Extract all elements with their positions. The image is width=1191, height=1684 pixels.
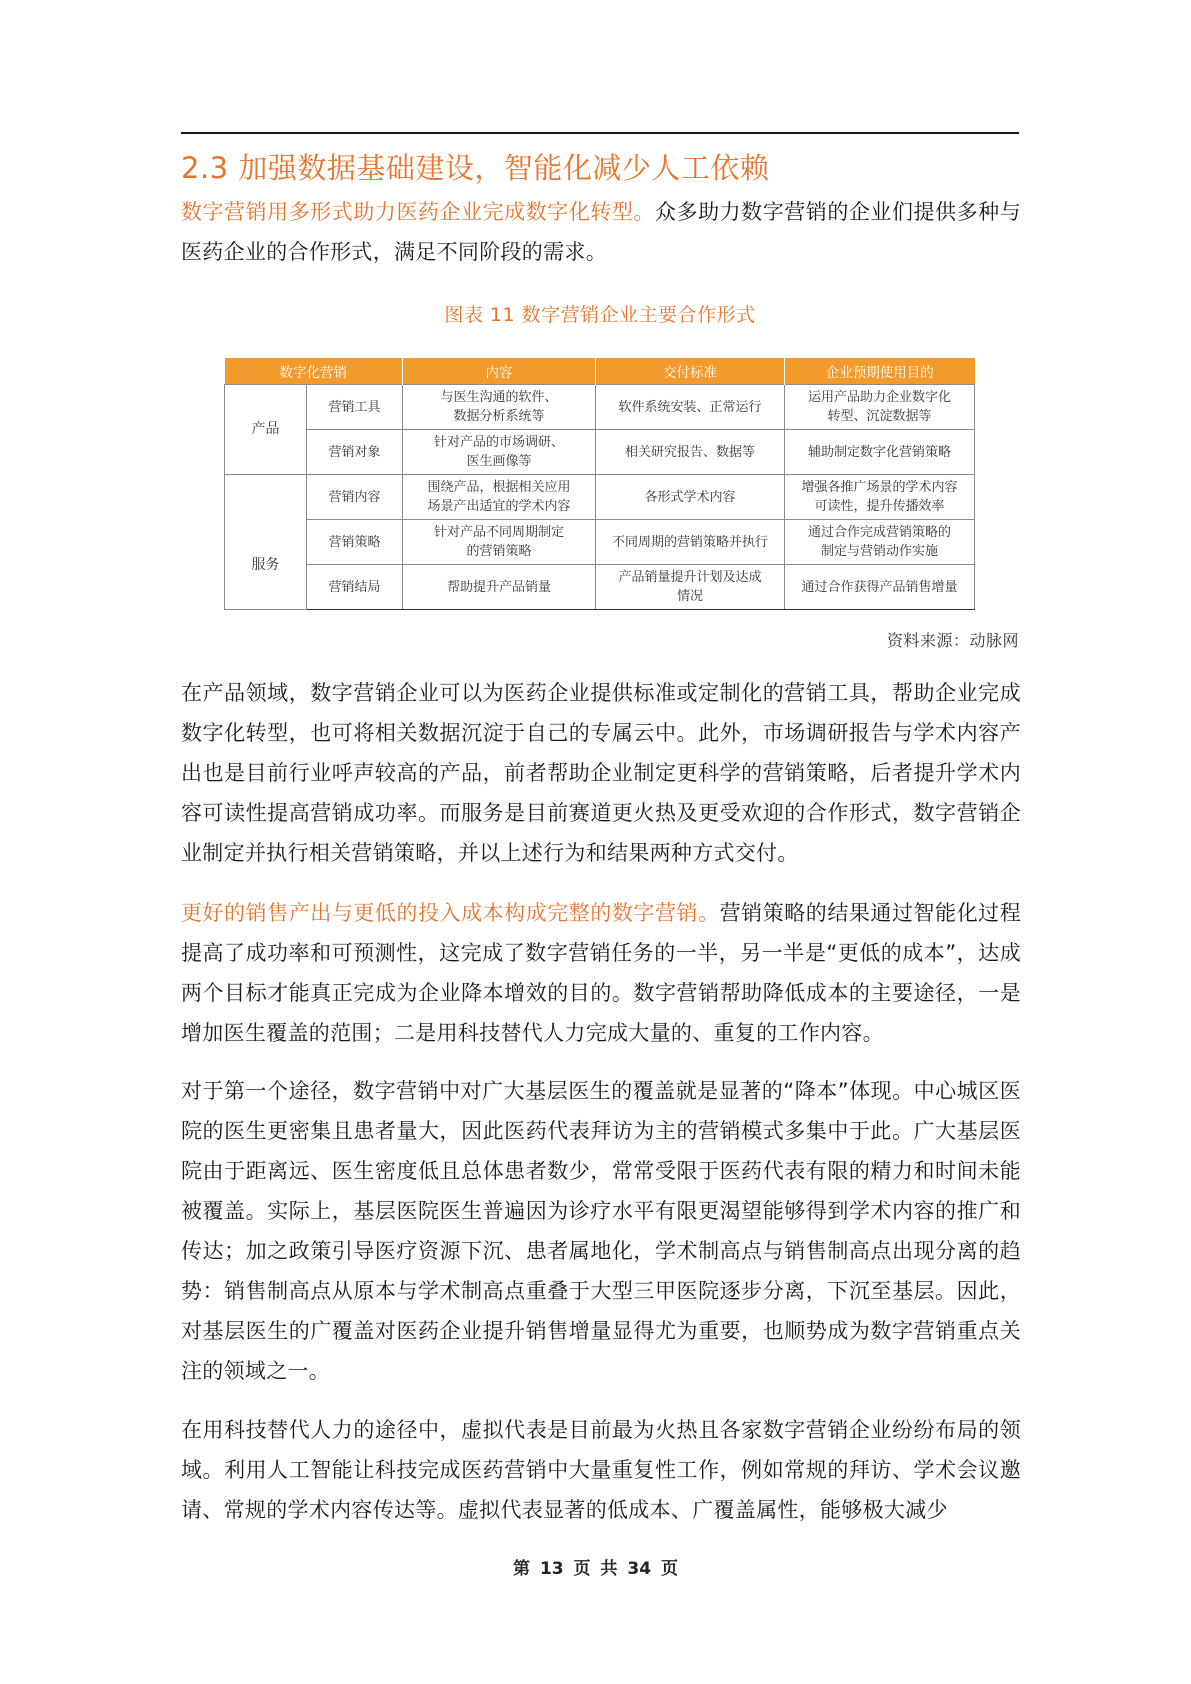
row-content: 针对产品的市场调研、 医生画像等	[403, 430, 596, 475]
table-row	[225, 430, 975, 475]
page-number: 第 13 页 共 34 页	[513, 1559, 678, 1579]
category-service: 服务	[225, 475, 307, 610]
header-standard: 交付标准	[596, 358, 785, 385]
row-purpose: 通过合作完成营销策略的 制定与营销动作实施	[785, 520, 975, 565]
row-content: 围绕产品，根据相关应用 场景产出适宜的学术内容	[403, 475, 596, 520]
header-purpose: 企业预期使用目的	[785, 358, 975, 385]
intro-paragraph	[181, 192, 1021, 272]
paragraph-cost	[181, 893, 1021, 1053]
row-name: 营销对象	[307, 430, 403, 475]
paragraph-grassroots: 对于第一个途径，数字营销中对广大基层医生的覆盖就是显著的“降本”体现。中心城区医院的医生更密集且患者量大，因此医药代表拜访为主的营销模式多集中于此。广大基层医院由于距离远、医生密度低且总体患者数少，常常受限于医药代表有限的精力和时间未能被覆盖。实际上，基层医院医生普遍因为诊疗水平有限更渴望能够得到学术内容的推广和传达；加之政策引导医疗资源下沉、患者属地化，学术制高点与销售制高点出现分离的趋势：销售制高点从原本与学术制高点重叠于大型三甲医院逐步分离，下沉至基层。因此，对基层医生的广覆盖对医药企业提升销售增量显得尤为重要，也顺势成为数字营销重点关注的领域之一。	[181, 1079, 1021, 1383]
intro-lead: 数字营销用多形式助力医药企业完成数字化转型。	[181, 200, 655, 224]
row-name: 营销工具	[307, 385, 403, 430]
paragraph-cost-lead: 更好的销售产出与更低的投入成本构成完整的数字营销。	[181, 901, 720, 925]
table-row	[225, 565, 975, 610]
row-purpose: 运用产品助力企业数字化 转型、沉淀数据等	[785, 385, 975, 430]
row-standard: 软件系统安装、正常运行	[596, 385, 785, 430]
row-name: 营销结局	[307, 565, 403, 610]
row-standard: 不同周期的营销策略并执行	[596, 520, 785, 565]
row-content: 帮助提升产品销量	[403, 565, 596, 610]
paragraph-product: 在产品领域，数字营销企业可以为医药企业提供标准或定制化的营销工具，帮助企业完成数字化转型，也可将相关数据沉淀于自己的专属云中。此外，市场调研报告与学术内容产出也是目前行业呼声较高的产品，前者帮助企业制定更科学的营销策略，后者提升学术内容可读性提高营销成功率。而服务是目前赛道更火热及更受欢迎的合作形式，数字营销企业制定并执行相关营销策略，并以上述行为和结果两种方式交付。	[181, 681, 1021, 865]
table-row	[225, 520, 975, 565]
category-product: 产品	[225, 385, 307, 475]
row-name: 营销内容	[307, 475, 403, 520]
header-rule	[181, 132, 1019, 134]
row-purpose: 通过合作获得产品销售增量	[785, 565, 975, 610]
paragraph-virtual-rep: 在用科技替代人力的途径中，虚拟代表是目前最为火热且各家数字营销企业纷纷布局的领域。利用人工智能让科技完成医药营销中大量重复性工作，例如常规的拜访、学术会议邀请、常规的学术内容传达等。虚拟代表显著的低成本、广覆盖属性，能够极大减少	[181, 1418, 1021, 1522]
header-digital-marketing: 数字化营销	[225, 358, 403, 385]
row-standard: 相关研究报告、数据等	[596, 430, 785, 475]
intro-text: 众多助力数字营销的企业们提供多种与医药企业的合作形式，满足不同阶段的需求。	[181, 200, 1021, 264]
row-standard: 产品销量提升计划及达成 情况	[596, 565, 785, 610]
row-standard: 各形式学术内容	[596, 475, 785, 520]
row-name: 营销策略	[307, 520, 403, 565]
section-title: 2.3 加强数据基础建设，智能化减少人工依赖	[181, 151, 770, 185]
row-content: 针对产品不同周期制定 的营销策略	[403, 520, 596, 565]
paragraph-cost-text: 营销策略的结果通过智能化过程提高了成功率和可预测性，这完成了数字营销任务的一半，另一半是“更低的成本”，达成两个目标才能真正完成为企业降本增效的目的。数字营销帮助降低成本的主要途径，一是增加医生覆盖的范围；二是用科技替代人力完成大量的、重复的工作内容。	[181, 901, 1022, 1045]
cooperation-table	[224, 358, 975, 610]
table-row	[225, 475, 975, 520]
row-purpose: 辅助制定数字化营销策略	[785, 430, 975, 475]
row-purpose: 增强各推广场景的学术内容 可读性，提升传播效率	[785, 475, 975, 520]
table-header-row	[225, 358, 975, 385]
figure-source: 资料来源：动脉网	[886, 631, 1019, 650]
row-content: 与医生沟通的软件、 数据分析系统等	[403, 385, 596, 430]
figure-caption: 图表 11 数字营销企业主要合作形式	[444, 304, 756, 326]
header-content: 内容	[403, 358, 596, 385]
table-row	[225, 385, 975, 430]
